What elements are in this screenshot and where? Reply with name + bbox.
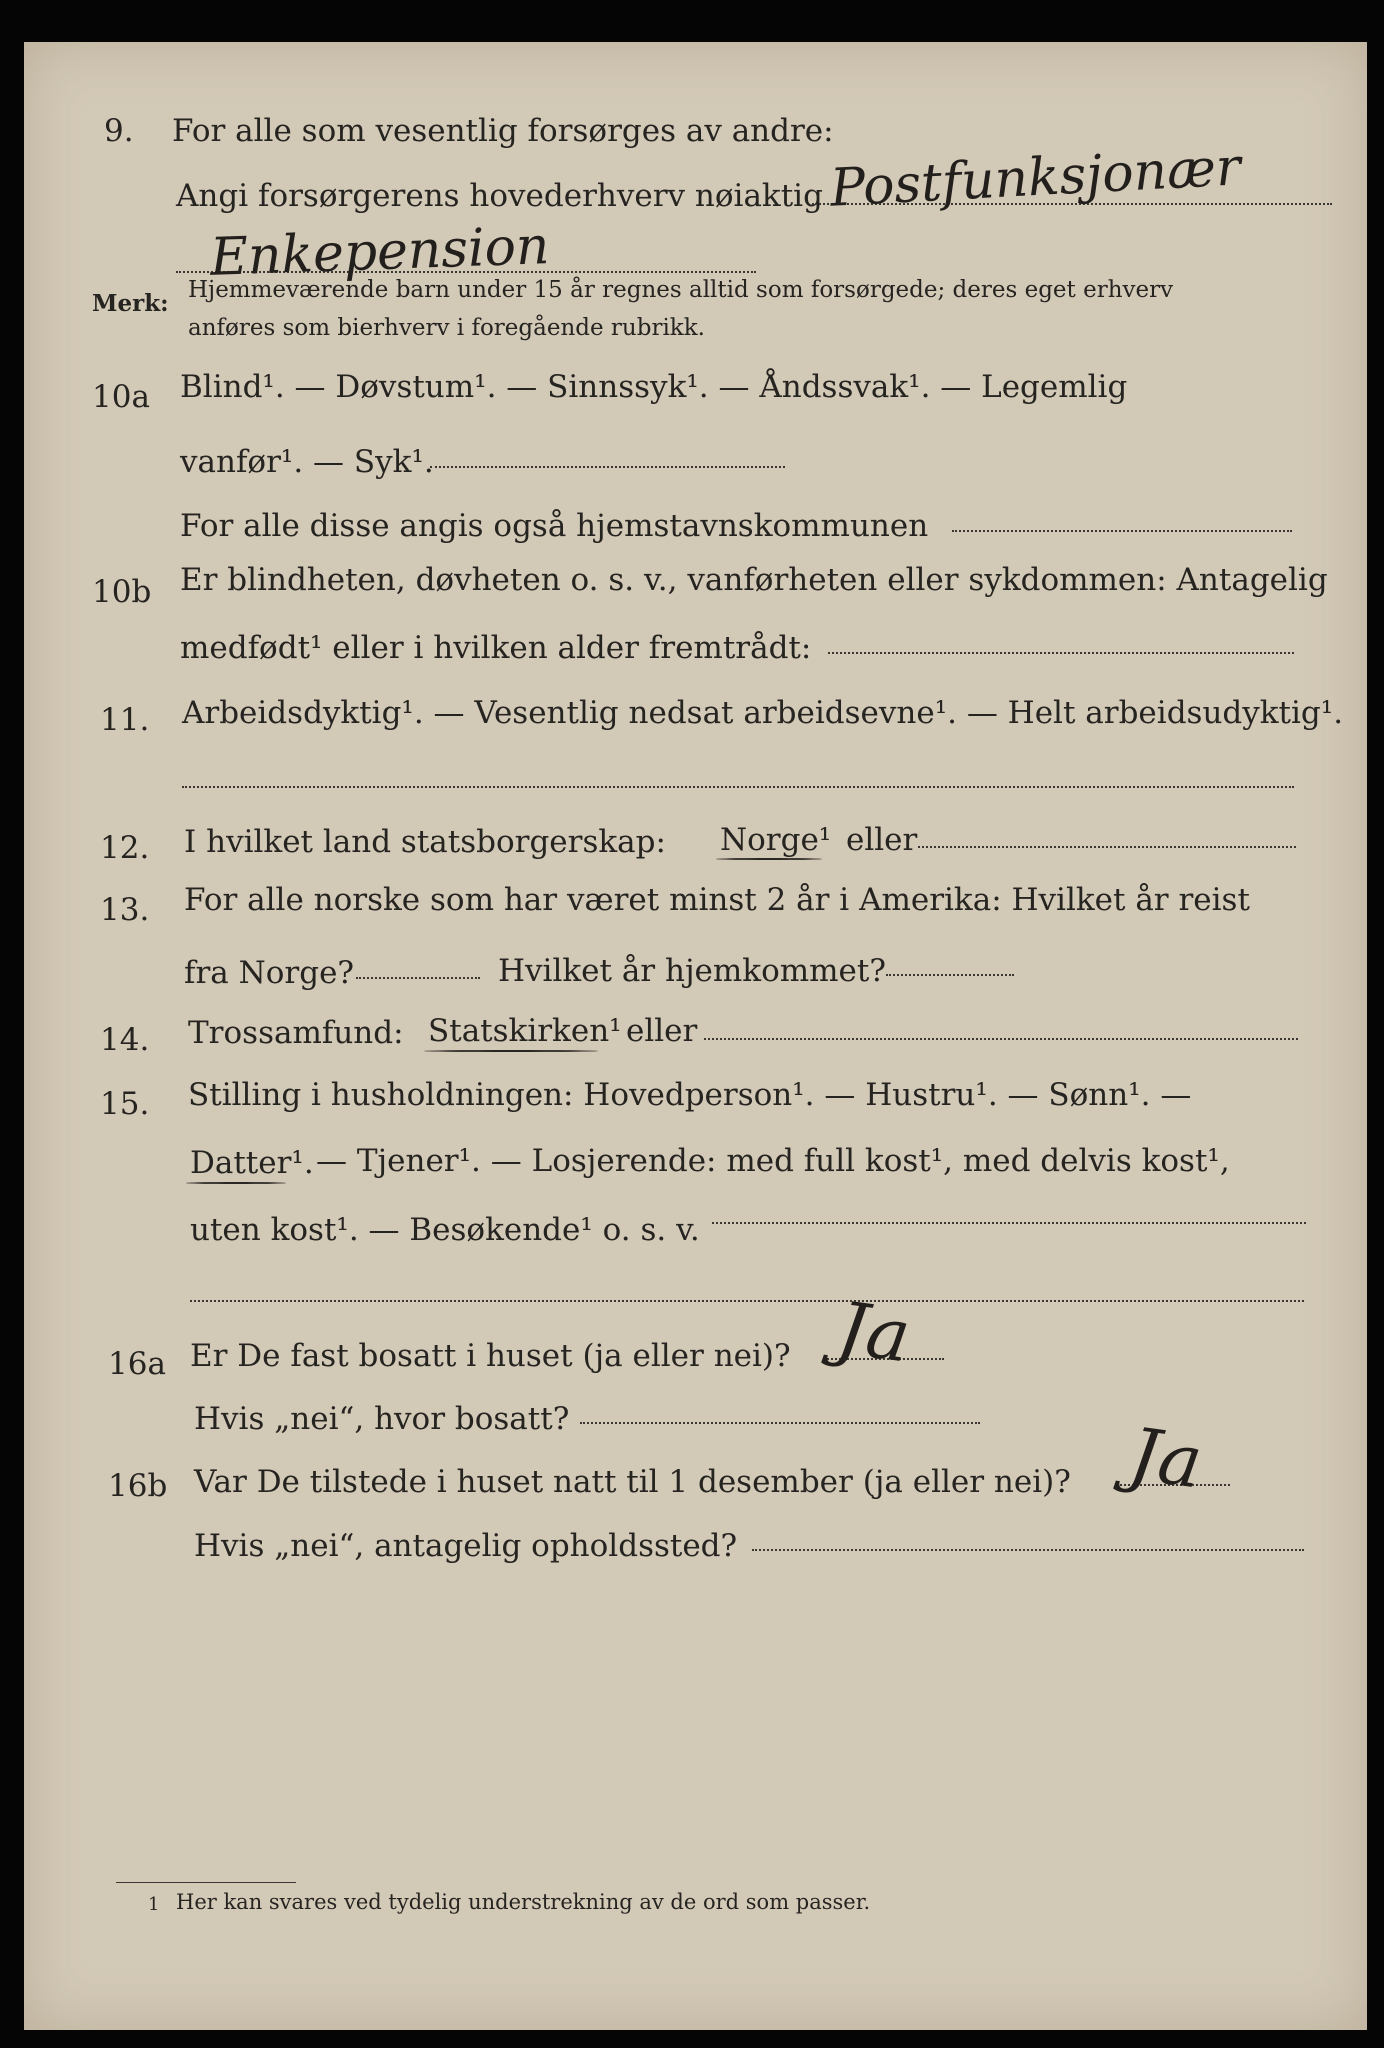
q14-number: 14. [100,1022,150,1058]
q16b-line1: Var De tilstede i huset natt til 1 desember (ja eller nei)? [194,1464,1071,1500]
q10b-line2: medfødt¹ eller i hvilken alder fremtrådt: [180,630,812,666]
q16a-line1: Er De fast bosatt i huset (ja eller nei)? [190,1338,791,1374]
q10a-number: 10a [92,379,150,415]
q10a-line1: Blind¹. — Døvstum¹. — Sinnssyk¹. — Åndssvak¹. — Legemlig [180,369,1128,405]
q15-number: 15. [100,1086,150,1122]
q12-line1: I hvilket land statsborgerskap: [184,824,666,860]
q9-line2: Angi forsørgerens hovederhverv nøiaktig [176,178,823,214]
q13-line2a: fra Norge? [184,955,355,991]
q15-datter-underline [186,1182,286,1184]
q14-label: Trossamfund: [188,1015,404,1051]
q16a-number: 16a [108,1346,166,1382]
merk-label: Merk: [92,290,169,317]
merk-line1: Hjemmeværende barn under 15 år regnes alltid som forsørgede; deres eget erhverv [188,277,1174,303]
q13-line1: For alle norske som har været minst 2 år i Amerika: Hvilket år reist [184,882,1250,918]
merk-line2: anføres som bierhverv i foregående rubrikk. [188,315,705,341]
q15-line3: uten kost¹. — Besøkende¹ o. s. v. [190,1212,700,1248]
q16a-bosatt-answer-line [580,1422,980,1424]
q14-statskirken-underline [424,1050,598,1052]
q12-norge-underline [716,858,822,860]
q12-number: 12. [100,830,150,866]
q9-handwritten-answer2: Enkepension [209,216,551,288]
q10b-line1: Er blindheten, døvheten o. s. v., vanførheten eller sykdommen: Antagelig [180,562,1328,598]
footnote-separator [116,1882,296,1883]
q15-answer-line2 [190,1300,1304,1302]
q11-line1: Arbeidsdyktig¹. — Vesentlig nedsat arbeidsevne¹. — Helt arbeidsudyktig¹. [182,695,1344,731]
q14-statskirken: Statskirken¹ [428,1013,622,1049]
q9-line1: For alle som vesentlig forsørges av andre: [172,113,834,149]
q10b-number: 10b [92,574,152,610]
q16b-line2: Hvis „nei“, antagelig opholdssted? [194,1528,738,1564]
q12-answer-line [918,846,1296,848]
q13-hjemkommet-answer-line [886,974,1014,976]
q11-answer-line [182,786,1294,788]
q10a-kommune-answer-line [952,530,1292,532]
q9-handwritten-answer1: Postfunksjonær [828,137,1243,219]
q11-number: 11. [100,702,150,738]
q13-line2b: Hvilket år hjemkommet? [498,953,886,989]
q10a-line3: For alle disse angis også hjemstavnskommunen [180,508,929,544]
q9-number: 9. [104,113,134,149]
q14-eller: eller [626,1013,698,1049]
q15-line2rest: — Tjener¹. — Losjerende: med full kost¹, med delvis kost¹, [316,1143,1230,1179]
q10a-line2: vanfør¹. — Syk¹. [180,444,434,480]
q12-norge: Norge¹ [720,822,832,858]
q10a-syk-answer-line [430,466,785,468]
q16b-handwritten-answer: Ja [1124,1411,1208,1505]
q12-eller: eller [846,822,918,858]
q16b-opholdssted-answer-line [752,1549,1304,1551]
q13-number: 13. [100,892,150,928]
q10b-answer-line [828,652,1294,654]
footnote-text: Her kan svares ved tydelig understrekning av de ord som passer. [176,1890,871,1914]
q13-reist-answer-line [356,977,480,979]
q15-answer-line1 [712,1222,1306,1224]
q14-answer-line [704,1038,1298,1040]
q16a-line2: Hvis „nei“, hvor bosatt? [194,1401,570,1437]
q16b-number: 16b [108,1468,168,1504]
q15-datter: Datter¹. [190,1145,314,1181]
q15-line1: Stilling i husholdningen: Hovedperson¹. — Hustru¹. — Sønn¹. — [188,1077,1192,1113]
q16a-handwritten-answer: Ja [832,1285,916,1379]
footnote-mark: 1 [148,1894,160,1915]
